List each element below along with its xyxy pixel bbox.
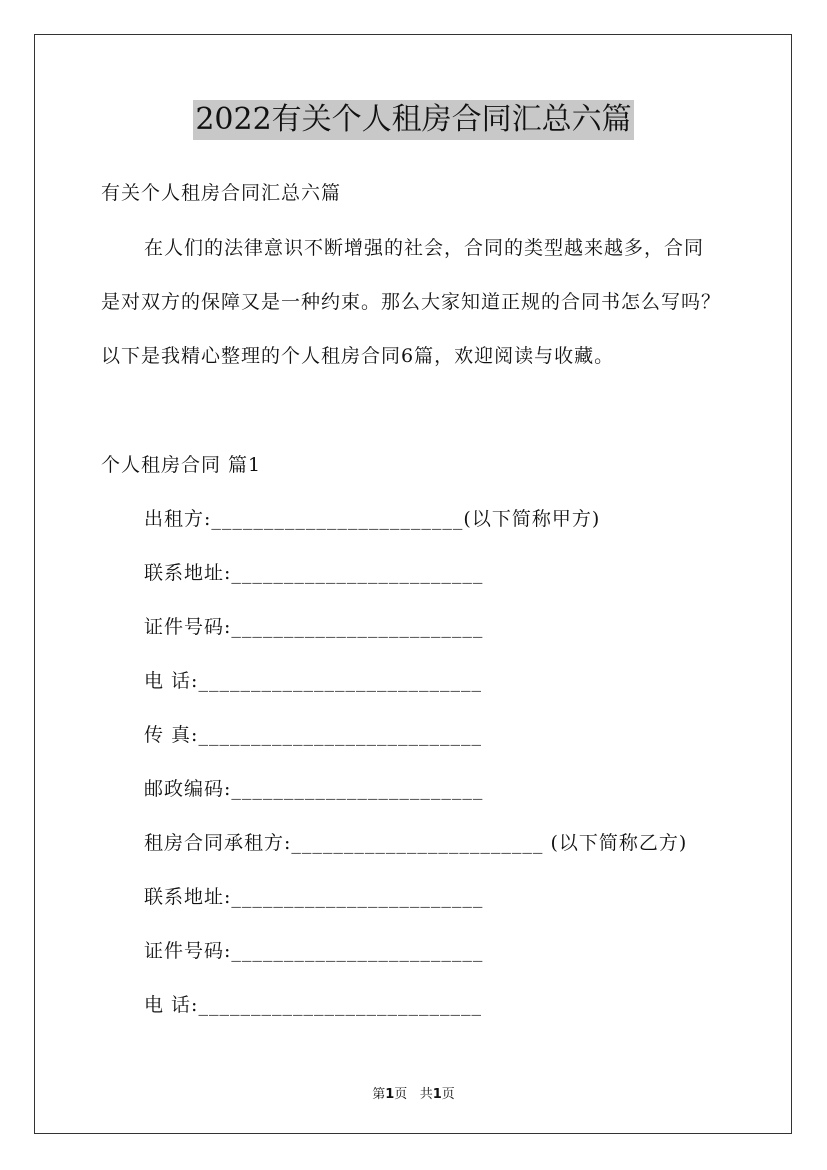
document-title: 2022有关个人租房合同汇总六篇 (193, 100, 633, 140)
footer-page-number: 1 (385, 1087, 395, 1102)
field-lessor: 出租方:________________________(以下简称甲方) (144, 508, 601, 530)
field-phone: 电 话:___________________________ (144, 670, 482, 692)
intro-line-2: 是对双方的保障又是一种约束。那么大家知道正规的合同书怎么写吗？ (101, 291, 722, 313)
title-container (0, 100, 827, 140)
page-footer (0, 1083, 827, 1102)
field-address-2: 联系地址:________________________ (144, 886, 484, 908)
field-id-number-2: 证件号码:________________________ (144, 940, 484, 962)
footer-total-number: 1 (432, 1087, 442, 1102)
footer-page-prefix: 第 (372, 1087, 386, 1102)
field-phone-2: 电 话:___________________________ (144, 994, 482, 1016)
section-heading: 个人租房合同 篇1 (101, 454, 262, 476)
field-fax: 传 真:___________________________ (144, 724, 482, 746)
intro-line-1: 在人们的法律意识不断增强的社会，合同的类型越来越多，合同 (144, 237, 705, 259)
field-postcode: 邮政编码:________________________ (144, 778, 484, 800)
footer-total-prefix: 共 (419, 1087, 433, 1102)
field-id-number: 证件号码:________________________ (144, 616, 484, 638)
field-address: 联系地址:________________________ (144, 562, 484, 584)
intro-line-3: 以下是我精心整理的个人租房合同6篇，欢迎阅读与收藏。 (101, 345, 615, 367)
footer-total-suffix: 页 (441, 1087, 455, 1102)
document-subtitle: 有关个人租房合同汇总六篇 (101, 182, 342, 204)
field-lessee: 租房合同承租方:________________________ (以下简称乙方) (144, 832, 688, 854)
footer-page-suffix: 页 (394, 1087, 408, 1102)
